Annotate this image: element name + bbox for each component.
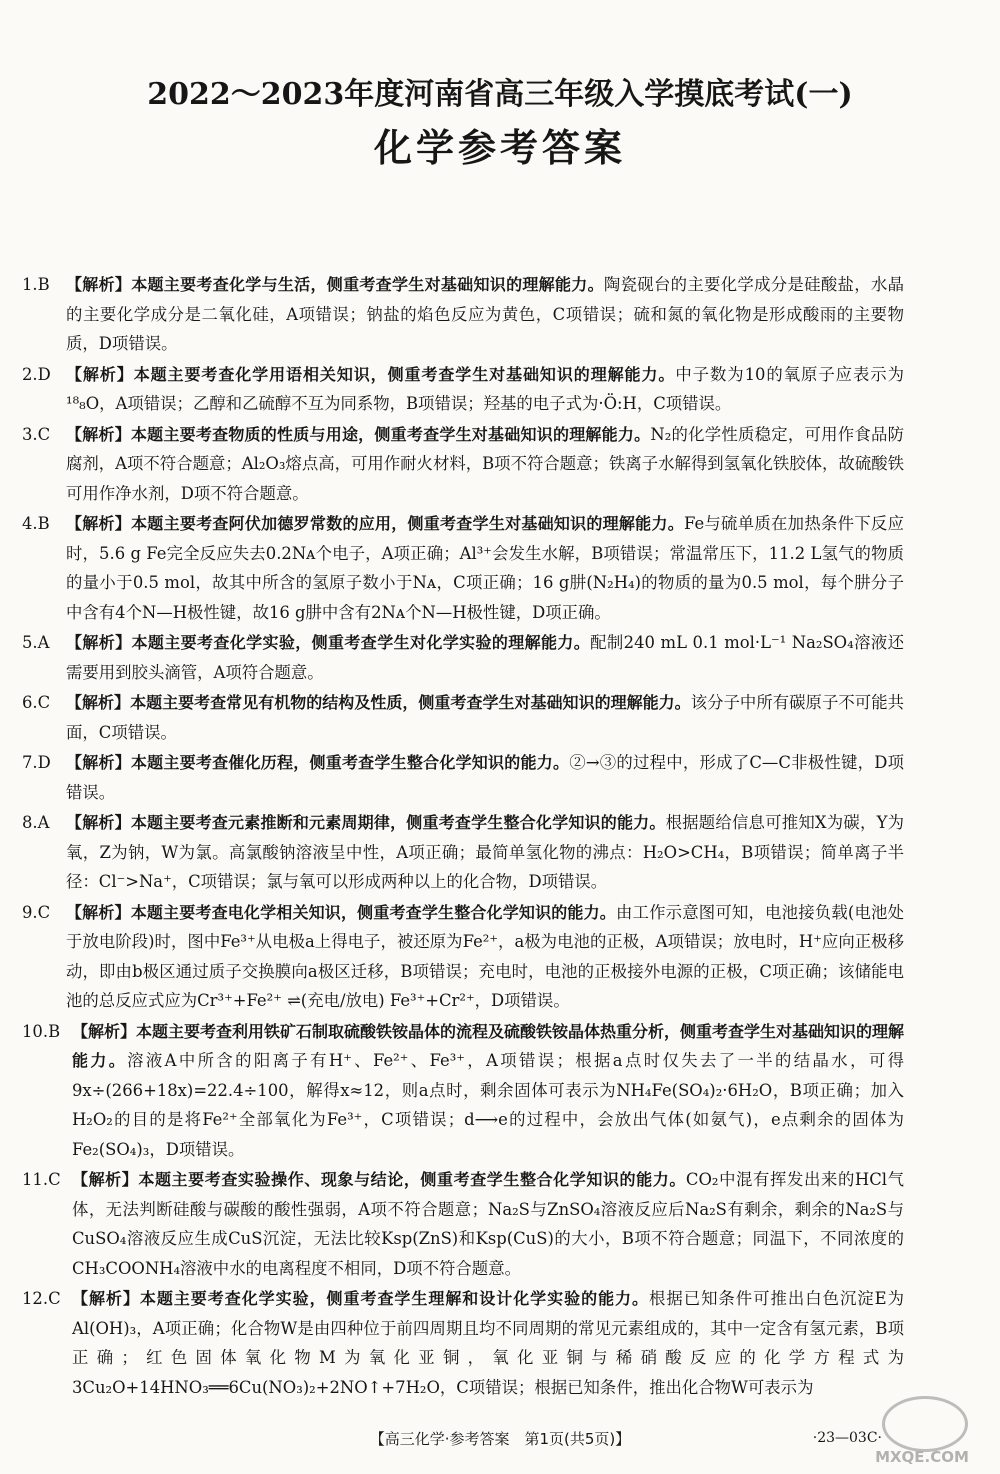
- answer-number: 4.B: [22, 514, 50, 533]
- answer-item: [22, 748, 904, 807]
- answer-text: [66, 898, 904, 1016]
- analysis-body: 配制240 mL 0.1 mol·L⁻¹ Na₂SO₄溶液还需要用到胶头滴管，A项符合题意。: [66, 633, 904, 682]
- answer-item: [22, 360, 904, 419]
- analysis-heading: 【解析】本题主要考查阿伏加德罗常数的应用，侧重考查学生对基础知识的理解能力。: [66, 514, 684, 533]
- answer-list: [22, 270, 904, 1403]
- answer-item: [22, 1017, 904, 1165]
- answer-number: 6.C: [22, 693, 51, 712]
- analysis-body: 由工作示意图可知，电池接负载(电池处于放电阶段)时，图中Fe³⁺从电极a上得电子，被还原为Fe²⁺，a极为电池的正极，A项错误；放电时，H⁺应向正极移动，即由b极区通过质子交换膜向a极区迁移，B项错误；充电时，电池的正极接外电源的正极，C项正确；该储能电池的总反应式应为Cr³⁺+Fe²⁺ ⇌(充电/放电) Fe³⁺+Cr²⁺，D项错误。: [66, 902, 904, 1010]
- analysis-body: ②→③的过程中，形成了C—C非极性键，D项错误。: [66, 753, 904, 802]
- answer-item: [22, 808, 904, 897]
- analysis-heading: 【解析】本题主要考查元素推断和元素周期律，侧重考查学生整合化学知识的能力。: [66, 813, 666, 832]
- page-footer: 【高三化学·参考答案 第1页(共5页)】: [369, 1430, 631, 1448]
- answer-item: [22, 1165, 904, 1283]
- analysis-body: 溶液A中所含的阳离子有H⁺、Fe²⁺、Fe³⁺，A项错误；根据a点时仅失去了一半的结晶水，可得9x÷(266+18x)=22.4÷100，解得x≈12，则a点时，剩余固体可表示为NH₄Fe(SO₄)₂·6H₂O，B项正确；加入H₂O₂的目的是将Fe²⁺全部氧化为Fe³⁺，C项错误；d⟶e的过程中，会放出气体(如氨气)，e点剩余的固体为Fe₂(SO₄)₃，D项错误。: [72, 1051, 904, 1159]
- analysis-heading: 【解析】本题主要考查实验操作、现象与结论，侧重考查学生整合化学知识的能力。: [72, 1170, 686, 1189]
- answer-text: [66, 808, 904, 897]
- answer-number: 12.C: [22, 1289, 61, 1308]
- exam-title: 2022～2023年度河南省高三年级入学摸底考试(一): [147, 77, 853, 112]
- answer-number: 11.C: [22, 1170, 61, 1189]
- analysis-heading: 【解析】本题主要考查利用铁矿石制取硫酸铁铵晶体的流程及硫酸铁铵晶体热重分析，侧重考查学生对基础知识的理解能力。: [72, 1021, 905, 1070]
- answer-item: [22, 420, 904, 509]
- answer-text: [72, 1165, 904, 1283]
- answer-text: [66, 748, 904, 807]
- analysis-body: CO₂中混有挥发出来的HCl气体，无法判断硅酸与碳酸的酸性强弱，A项不符合题意；Na₂S与ZnSO₄溶液反应后Na₂S有剩余，剩余的Na₂S与CuSO₄溶液反应生成CuS沉淀，无法比较Ksp(ZnS)和Ksp(CuS)的大小，B项不符合题意；同温下，不同浓度的CH₃COONH₄溶液中水的电离程度不相同，D项不符合题意。: [72, 1170, 904, 1278]
- analysis-heading: 【解析】本题主要考查物质的性质与用途，侧重考查学生对基础知识的理解能力。: [66, 424, 651, 444]
- analysis-body: N₂的化学性质稳定，可用作食品防腐剂，A项不符合题意；Al₂O₃熔点高，可用作耐火材料，B项不符合题意；铁离子水解得到氢氧化铁胶体，故硫酸铁可用作净水剂，D项不符合题意。: [66, 424, 904, 503]
- answer-number: 3.C: [22, 424, 51, 444]
- analysis-heading: 【解析】本题主要考查化学与生活，侧重考查学生对基础知识的理解能力。: [66, 275, 604, 294]
- answer-item: [22, 898, 904, 1016]
- answer-text: [66, 509, 904, 627]
- answer-number: 9.C: [22, 902, 51, 922]
- document-header: [0, 74, 1000, 174]
- answer-number: 2.D: [22, 364, 51, 384]
- answer-item: [22, 688, 904, 747]
- answer-key-title: 化学参考答案: [373, 125, 626, 170]
- analysis-heading: 【解析】本题主要考查化学用语相关知识，侧重考查学生对基础知识的理解能力。: [66, 364, 676, 384]
- analysis-heading: 【解析】本题主要考查化学实验，侧重考查学生对化学实验的理解能力。: [66, 633, 591, 652]
- watermark-circle-icon: [882, 1396, 968, 1452]
- answer-number: 10.B: [22, 1021, 61, 1041]
- answer-number: 1.B: [22, 275, 50, 294]
- answer-item: [22, 1284, 904, 1402]
- answer-text: [66, 270, 904, 359]
- answer-item: [22, 628, 904, 687]
- answer-number: 5.A: [22, 633, 50, 652]
- analysis-heading: 【解析】本题主要考查常见有机物的结构及性质，侧重考查学生对基础知识的理解能力。: [66, 693, 691, 712]
- answer-text: [66, 628, 904, 687]
- answer-number: 8.A: [22, 813, 50, 832]
- watermark-logo: [862, 1396, 982, 1466]
- analysis-body: Fe与硫单质在加热条件下反应时，5.6 g Fe完全反应失去0.2Nᴀ个电子，A项正确；Al³⁺会发生水解，B项错误；常温常压下，11.2 L氢气的物质的量小于0.5 mol，故其中所含的氢原子数小于Nᴀ，C项正确；16 g肼(N₂H₄)的物质的量为0.5 mol，每个肼分子中含有4个N—H极性键，故16 g肼中含有2Nᴀ个N—H极性键，D项正确。: [66, 514, 904, 622]
- analysis-heading: 【解析】本题主要考查电化学相关知识，侧重考查学生整合化学知识的能力。: [66, 902, 616, 922]
- answer-text: [66, 688, 904, 747]
- analysis-body: 根据已知条件可推出白色沉淀E为Al(OH)₃，A项正确；化合物W是由四种位于前四周期且均不同周期的常见元素组成的，其中一定含有氢元素，B项正确；红色固体氧化物M为氧化亚铜，氧化亚铜与稀硝酸反应的化学方程式为3Cu₂O+14HNO₃══6Cu(NO₃)₂+2NO↑+7H₂O，C项错误；根据已知条件，推出化合物W可表示为: [72, 1289, 904, 1397]
- analysis-body: 中子数为10的氧原子应表示为¹⁸₈O，A项错误；乙醇和乙硫醇不互为同系物，B项错误；羟基的电子式为·Ö:H，C项错误。: [66, 364, 904, 413]
- analysis-body: 该分子中所有碳原子不可能共面，C项错误。: [66, 693, 904, 742]
- analysis-heading: 【解析】本题主要考查催化历程，侧重考查学生整合化学知识的能力。: [66, 753, 570, 772]
- analysis-heading: 【解析】本题主要考查化学实验，侧重考查学生理解和设计化学实验的能力。: [72, 1289, 649, 1308]
- analysis-body: 陶瓷砚台的主要化学成分是硅酸盐，水晶的主要化学成分是二氧化硅，A项错误；钠盐的焰色反应为黄色，C项错误；硫和氮的氧化物是形成酸雨的主要物质，D项错误。: [66, 275, 904, 353]
- exam-code: ·23—03C·: [812, 1430, 882, 1446]
- analysis-body: 根据题给信息可推知X为碳，Y为氧，Z为钠，W为氯。高氯酸钠溶液呈中性，A项正确；最简单氢化物的沸点：H₂O>CH₄，B项错误；简单离子半径：Cl⁻>Na⁺，C项错误；氯与氧可以形成两种以上的化合物，D项错误。: [66, 813, 904, 891]
- answer-number: 7.D: [22, 753, 51, 772]
- answer-item: [22, 270, 904, 359]
- answer-text: [66, 420, 904, 509]
- answer-text: [72, 1017, 904, 1165]
- answer-text: [66, 360, 904, 419]
- answer-item: [22, 509, 904, 627]
- answer-text: [72, 1284, 904, 1402]
- watermark-text: MXQE.COM: [875, 1448, 969, 1466]
